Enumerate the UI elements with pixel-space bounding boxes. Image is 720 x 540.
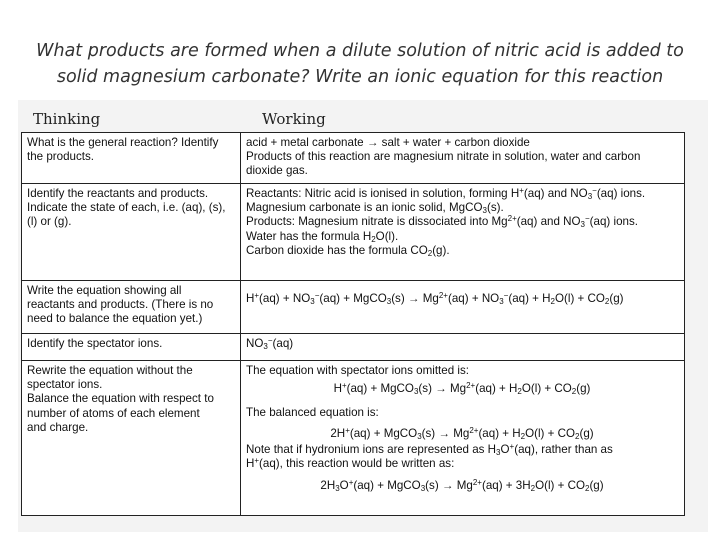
full-ionic-equation: $H^+(aq) + NO_3^-(aq)$ + MgCO$_3$(s) → $Mg^{2+}(aq) + NO_3^-(aq) + H_2O(l) + CO_2(g)$ — [246, 291, 624, 306]
thinking-text: Identify the spectator ions. — [27, 337, 163, 350]
thinking-text: (l) or (g). — [27, 215, 72, 229]
thinking-header: Thinking — [33, 110, 101, 128]
working-header: Working — [262, 110, 326, 128]
reactants-line: Reactants: Nitric acid is ionised in solution, forming H+(aq) and $NO_3^-(aq)$ ions. — [246, 186, 646, 201]
working-text: dioxide gas. — [246, 164, 308, 178]
question-title — [0, 38, 720, 90]
water-line: Water has the formula $H_2O(l)$. — [246, 229, 399, 244]
thinking-text: Indicate the state of each, i.e. (aq), (s), — [27, 201, 226, 215]
thinking-text: Write the equation showing all — [27, 284, 182, 297]
hydronium-note: Note that if hydronium ions are represented as $H_3O^+(aq)$, rather than as — [246, 441, 613, 457]
solution-grid — [21, 132, 685, 516]
working-text: Products of this reaction are magnesium nitrate in solution, water and carbon — [246, 150, 641, 164]
balanced-intro: The balanced equation is: — [246, 406, 379, 420]
thinking-text: Balance the equation with respect to — [27, 392, 214, 406]
worked-solution-table — [18, 100, 708, 532]
spectator-ion: $NO_3^-(aq)$ — [246, 336, 294, 351]
question-line-1: What products are formed when a dilute solution of nitric acid is added to — [36, 41, 684, 61]
question-line-2: solid magnesium carbonate? Write an ionic equation for this reaction — [56, 67, 664, 87]
working-cell — [241, 184, 685, 281]
hydronium-note-cont: H+(aq), this reaction would be written as: — [246, 456, 455, 471]
net-ionic-equation: H+(aq) + MgCO$_3$(s) → $Mg^{2+}(aq) + H_2O(l) + CO_2(g)$ — [333, 381, 591, 397]
thinking-cell — [22, 334, 241, 361]
thinking-text: Identify the reactants and products. — [27, 187, 209, 200]
table-row — [22, 281, 685, 334]
thinking-cell — [22, 361, 241, 516]
thinking-text: What is the general reaction? Identify — [27, 136, 219, 149]
balanced-equation: 2H+(aq) + MgCO$_3$(s) → $Mg^{2+}(aq) + H_2O(l) + CO_2(g)$ — [330, 425, 594, 441]
hydronium-equation: $2H_3O^+(aq)$ + MgCO$_3$(s) → $Mg^{2+}(aq) + 3H_2O(l) + CO_2(g)$ — [320, 478, 604, 494]
thinking-cell — [22, 281, 241, 334]
thinking-text: need to balance the equation yet.) — [27, 312, 203, 326]
working-cell — [241, 334, 685, 361]
thinking-text: number of atoms of each element — [27, 406, 200, 420]
thinking-cell — [22, 133, 241, 184]
working-cell — [241, 361, 685, 516]
working-cell — [241, 133, 685, 184]
magnesium-carbonate-line: Magnesium carbonate is an ionic solid, MgCO$_3$(s). — [246, 201, 504, 216]
table-row — [22, 133, 685, 184]
products-line: Products: Magnesium nitrate is dissociated into $Mg^{2+}(aq)$ and $NO_3^-(aq)$ ions. — [246, 214, 638, 230]
thinking-text: the products. — [27, 150, 95, 164]
working-text: acid + metal carbonate → salt + water + carbon dioxide — [246, 136, 530, 149]
thinking-text: reactants and products. (There is no — [27, 298, 214, 312]
working-cell — [241, 281, 685, 334]
carbon-dioxide-line: Carbon dioxide has the formula $CO_2(g)$. — [246, 243, 450, 258]
thinking-text: spectator ions. — [27, 378, 103, 392]
table-row — [22, 184, 685, 281]
thinking-text: Rewrite the equation without the — [27, 364, 193, 377]
table-row — [22, 334, 685, 361]
spectator-omitted-intro: The equation with spectator ions omitted is: — [246, 364, 469, 377]
thinking-text: and charge. — [27, 420, 89, 434]
thinking-cell — [22, 184, 241, 281]
table-row — [22, 361, 685, 516]
